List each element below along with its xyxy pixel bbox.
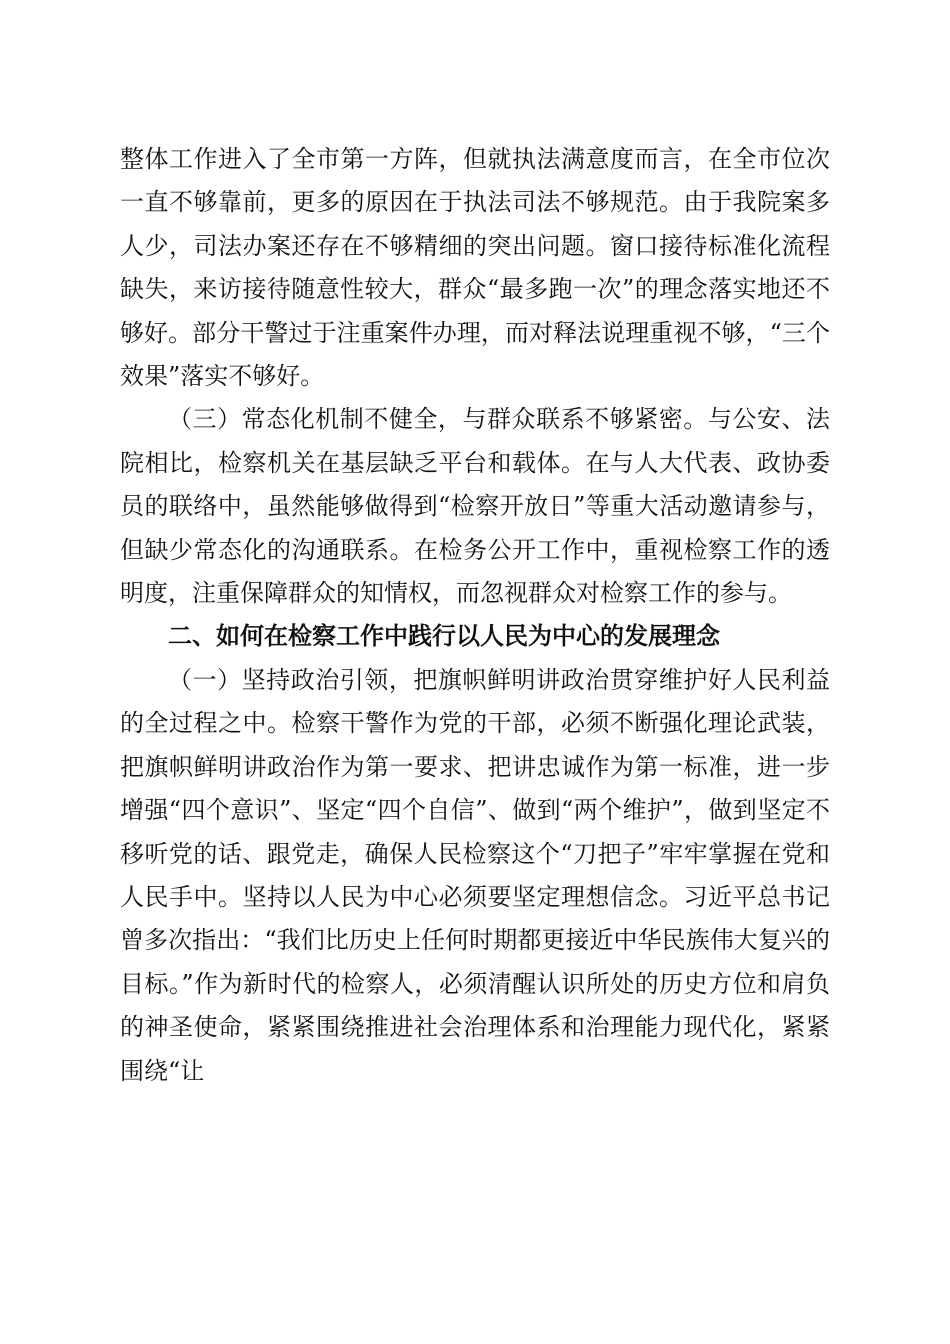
paragraph-section-three: （三）常态化机制不健全，与群众联系不够紧密。与公安、法院相比，检察机关在基层缺乏平台和载体。在与人大代表、政协委员的联络中，虽然能够做得到“检察开放日”等重大活动邀请参与，但缺少常态化的沟通联系。在检务公开工作中，重视检察工作的透明度，注重保障群众的知情权，而忽视群众对检察工作的参与。 — [120, 405, 830, 608]
document-body — [120, 138, 830, 1093]
paragraph-subsection-one: （一）坚持政治引领，把旗帜鲜明讲政治贯穿维护好人民利益的全过程之中。检察干警作为党的干部，必须不断强化理论武装，把旗帜鲜明讲政治作为第一要求、把讲忠诚作为第一标准，进一步增强“四个意识”、坚定“四个自信”、做到“两个维护”，做到坚定不移听党的话、跟党走，确保人民检察这个“刀把子”牢牢掌握在党和人民手中。坚持以人民为中心必须要坚定理想信念。习近平总书记曾多次指出：“我们比历史上任何时期都更接近中华民族伟大复兴的目标。”作为新时代的检察人，必须清醒认识所处的历史方位和肩负的神圣使命，紧紧围绕推进社会治理体系和治理能力现代化，紧紧围绕“让 — [120, 665, 830, 1085]
section-heading-two: 二、如何在检察工作中践行以人民为中心的发展理念 — [168, 622, 720, 651]
paragraph-continuation: 整体工作进入了全市第一方阵，但就执法满意度而言，在全市位次一直不够靠前，更多的原因在于执法司法不够规范。由于我院案多人少，司法办案还存在不够精细的突出问题。窗口接待标准化流程缺失，来访接待随意性较大，群众“最多跑一次”的理念落实地还不够好。部分干警过于注重案件办理，而对释法说理重视不够，“三个效果”落实不够好。 — [120, 145, 830, 391]
